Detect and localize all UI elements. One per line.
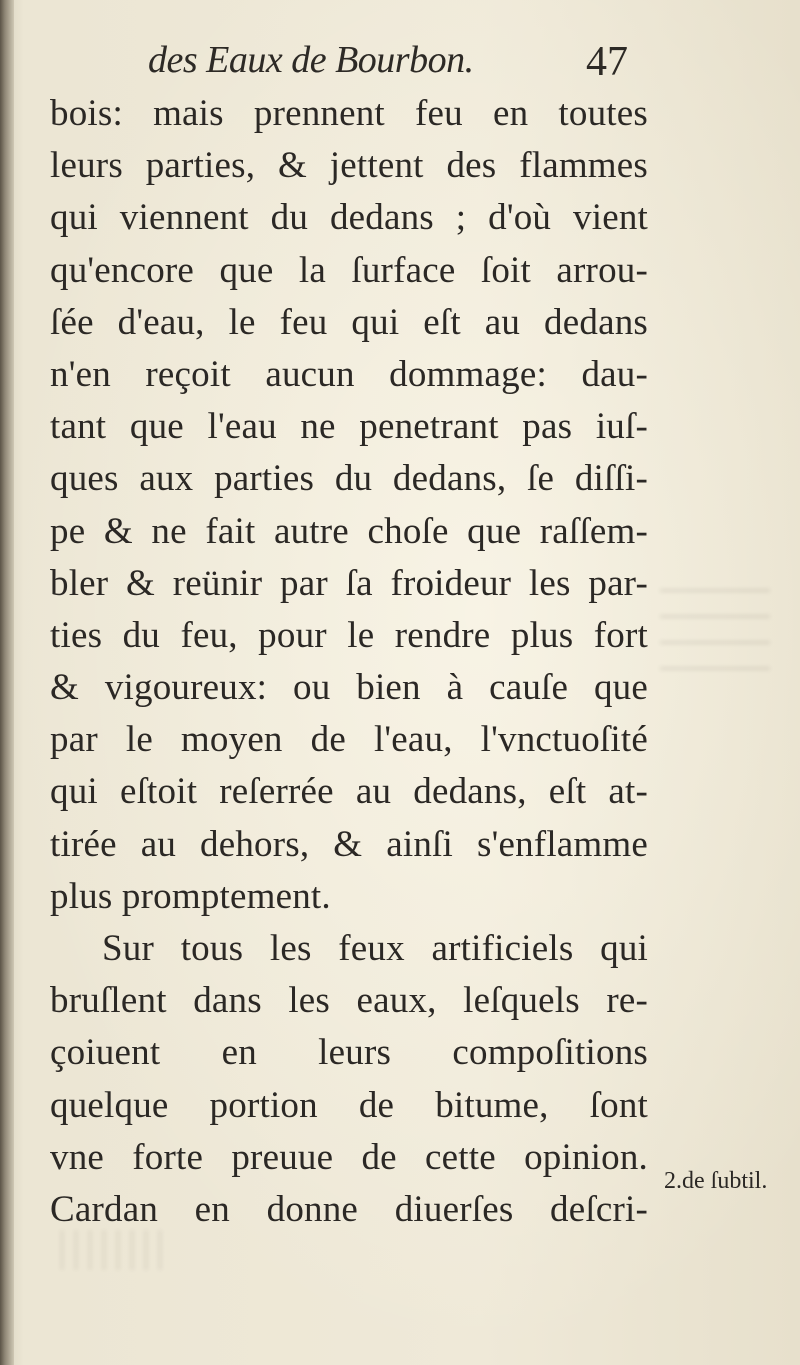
text-line: qu'encore que la ſurface ſoit arrou-: [50, 249, 648, 291]
text-line: vne forte preuue de cette opinion.: [50, 1136, 648, 1178]
text-line: par le moyen de l'eau, l'vnctuoſité: [50, 719, 648, 761]
marginal-note: 2.de ſubtil.: [664, 1168, 768, 1194]
running-title: des Eaux de Bourbon.: [148, 39, 474, 81]
body-text: [50, 88, 648, 1236]
text-line: Cardan en donne diuerſes deſcri-: [50, 1188, 648, 1230]
page-header: [148, 38, 628, 88]
text-line: bois: mais prennent feu en toutes: [50, 93, 648, 134]
text-line: çoiuent en leurs compoſitions: [50, 1032, 648, 1074]
text-line: ſée d'eau, le feu qui eſt au dedans: [50, 301, 648, 343]
text-line: bruſlent dans les eaux, leſquels re-: [50, 980, 648, 1022]
text-line: ques aux parties du dedans, ſe diſſi-: [50, 458, 648, 500]
text-line-paragraph-start: Sur tous les feux artificiels qui: [102, 928, 648, 969]
page-gutter: [0, 0, 14, 1365]
text-line: & vigoureux: ou bien à cauſe que: [50, 667, 648, 709]
text-line: tant que l'eau ne penetrant pas iuſ-: [50, 406, 648, 448]
text-line-paragraph-end: plus promptement.: [50, 875, 331, 917]
text-line: qui viennent du dedans ; d'où vient: [50, 197, 648, 239]
show-through-ink: [660, 580, 770, 670]
text-line: leurs parties, & jettent des flammes: [50, 145, 648, 187]
text-line: quelque portion de bitume, ſont: [50, 1084, 648, 1126]
text-line: qui eſtoit reſerrée au dedans, eſt at-: [50, 771, 648, 813]
page-number: 47: [586, 39, 628, 85]
text-line: bler & reünir par ſa froideur les par-: [50, 562, 648, 604]
text-line: n'en reçoit aucun dommage: dau-: [50, 353, 648, 395]
text-line: tirée au dehors, & ainſi s'enflamme: [50, 823, 648, 865]
text-line: pe & ne fait autre choſe que raſſem-: [50, 510, 648, 552]
text-line: ties du feu, pour le rendre plus fort: [50, 614, 648, 656]
